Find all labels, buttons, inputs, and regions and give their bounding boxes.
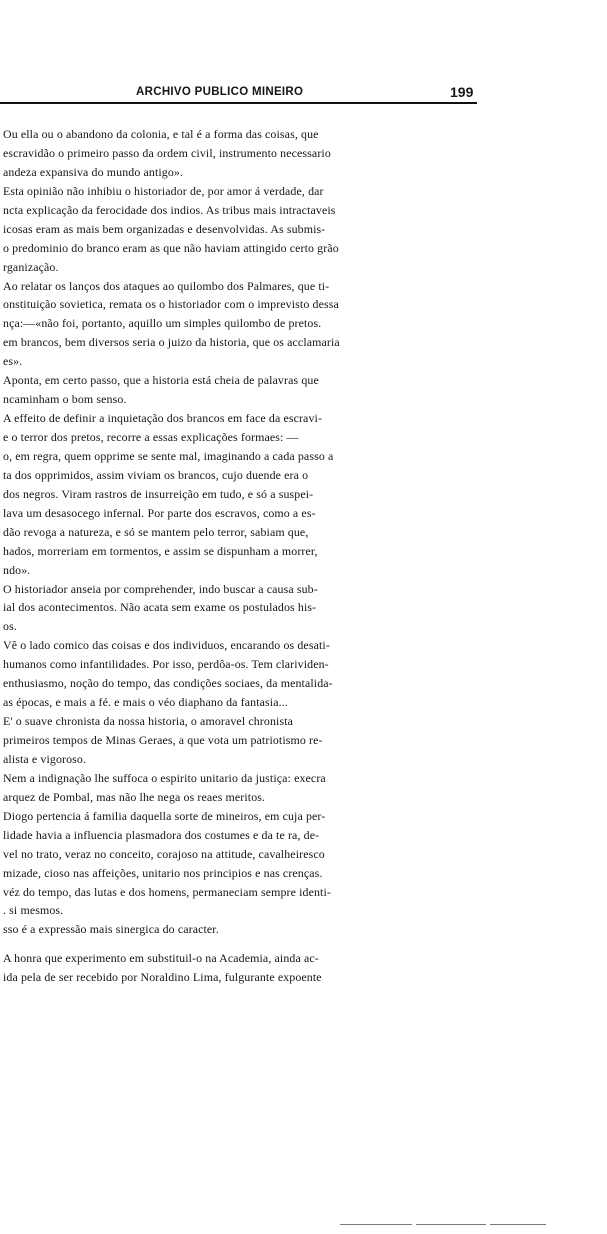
text-line: ncta explicação da ferocidade dos indios. As tribus mais intractaveis [3,202,336,217]
text-line: hados, morreriam em tormentos, e assim se dispunham a morrer, [3,543,318,558]
page-header [0,82,607,106]
text-line: ial dos acontecimentos. Não acata sem exame os postulados his- [3,600,317,615]
text-line: Nem a indignação lhe suffoca o espirito unitario da justiça: execra [3,770,326,785]
text-line: enthusiasmo, noção do tempo, das condições sociaes, da mentalida- [3,676,333,691]
text-line: escravidão o primeiro passo da ordem civil, instrumento necessario [3,145,331,160]
text-line: ida pela de ser recebido por Noraldino Lima, fulgurante expoente [3,970,322,985]
text-line: Ou ella ou o abandono da colonia, e tal é a forma das coisas, que [3,127,319,141]
body-text [3,125,485,987]
text-line: dão revoga a natureza, e só se mantem pelo terror, sabiam que, [3,524,309,539]
bottom-rule [340,1224,412,1225]
text-line: véz do tempo, das lutas e dos homens, permaneciam sempre identi- [3,884,331,899]
text-line: humanos como infantilidades. Por isso, perdôa-os. Tem clarividen- [3,657,329,672]
text-line: o predominio do branco eram as que não haviam attingido certo grão [3,240,339,255]
text-line: alista e vigoroso. [3,751,87,766]
text-line: Vê o lado comico das coisas e dos individuos, encarando os desati- [3,638,330,653]
text-line: icosas eram as mais bem organizadas e desenvolvidas. As submis- [3,221,326,236]
text-line: lidade havia a influencia plasmadora dos costumes e da te ra, de- [3,827,320,842]
text-line: ta dos opprimidos, assim viviam os brancos, cujo duende era o [3,467,309,482]
text-line: ndo». [3,562,31,577]
text-line: Aponta, em certo passo, que a historia está cheia de palavras que [3,373,319,388]
text-line: onstituição sovietica, remata os o historiador com o imprevisto dessa [3,297,339,312]
page-number: 199 [450,84,474,100]
header-rule [0,102,477,104]
text-line: nça:—«não foi, portanto, aquillo um simples quilombo de pretos. [3,316,322,331]
text-line: primeiros tempos de Minas Geraes, a que vota um patriotismo re- [3,733,323,747]
text-line: Diogo pertencia á familia daquella sorte de mineiros, em cuja per- [3,808,326,823]
text-line: lava um desasocego infernal. Por parte dos escravos, como a es- [3,505,316,520]
bottom-rule [490,1224,546,1225]
text-line: E' o suave chronista da nossa historia, o amoravel chronista [3,714,294,729]
text-line: os. [3,619,17,634]
text-line: A honra que experimento em substituil-o na Academia, ainda ac- [3,951,319,966]
text-line: Esta opinião não inhibiu o historiador de, por amor á verdade, dar [3,183,324,198]
text-line: arquez de Pombal, mas não lhe nega os reaes meritos. [3,789,266,804]
text-line: em brancos, bem diversos seria o juizo da historia, que os acclamaria [3,335,340,350]
text-line: dos negros. Viram rastros de insurreição em tudo, e só a suspei- [3,486,314,501]
running-head: ARCHIVO PUBLICO MINEIRO [136,86,304,98]
text-line: . si mesmos. [3,903,64,918]
text-line: es». [3,354,23,369]
text-line: o, em regra, quem opprime se sente mal, imaginando a cada passo a [3,448,334,463]
text-line: as épocas, e mais a fé. e mais o véo diaphano da fantasia... [3,695,288,710]
text-line: ncaminham o bom senso. [3,392,127,407]
text-line: rganização. [3,259,59,274]
text-line: e o terror dos pretos, recorre a essas explicações formaes: — [3,430,299,444]
text-line: andeza expansiva do mundo antigo». [3,164,184,179]
text-line: Ao relatar os lanços dos ataques ao quilombo dos Palmares, que ti- [3,278,330,293]
text-line: O historiador anseia por comprehender, indo buscar a causa sub- [3,581,318,596]
text-line: A effeito de definir a inquietação dos brancos em face da escravi- [3,411,323,426]
text-line: sso é a expressão mais sinergica do caracter. [3,922,219,937]
text-line: mizade, cioso nas affeições, unitario nos principios e nas crenças. [3,865,323,880]
bottom-rule [416,1224,486,1225]
text-line: vel no trato, veraz no conceito, corajoso na attitude, cavalheiresco [3,846,325,861]
